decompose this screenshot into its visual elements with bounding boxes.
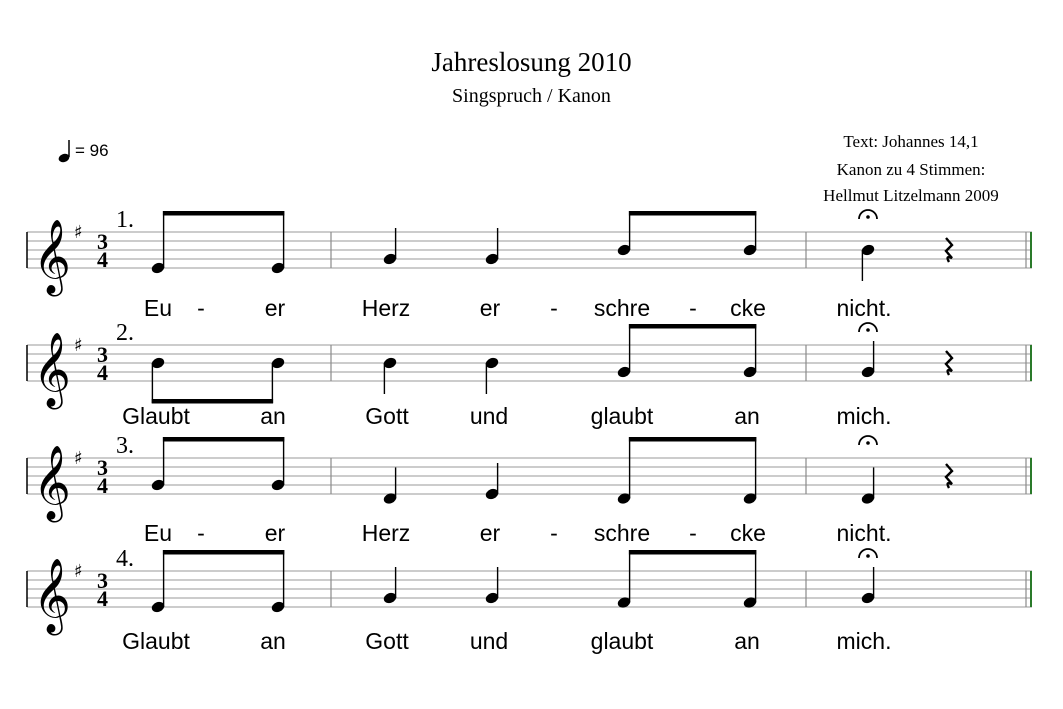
lyric-syllable: Gott (365, 403, 409, 429)
voice-number: 3. (116, 433, 134, 459)
credit-canon-info: Kanon zu 4 Stimmen: (836, 160, 986, 179)
credit-composer: Hellmut Litzelmann 2009 (823, 186, 999, 205)
eighth-beam (163, 550, 284, 555)
lyric-hyphen: - (197, 520, 205, 546)
time-signature-bottom: 4 (97, 586, 108, 611)
lyric-syllable: an (260, 628, 286, 654)
lyric-hyphen: - (550, 520, 558, 546)
voice-number: 1. (116, 207, 134, 233)
tempo-value: = 96 (75, 141, 109, 160)
lyric-syllable: cke (730, 295, 766, 321)
eighth-beam (163, 437, 284, 442)
fermata-dot (866, 328, 870, 332)
sharp-icon: ♯ (74, 222, 83, 243)
time-signature-top: 3 (97, 342, 108, 367)
voice-number: 2. (116, 320, 134, 346)
fermata-dot (866, 554, 870, 558)
time-signature-bottom: 4 (97, 473, 108, 498)
lyric-syllable: glaubt (590, 403, 654, 429)
eighth-beam (629, 437, 756, 442)
time-signature-bottom: 4 (97, 360, 108, 385)
time-signature-top: 3 (97, 568, 108, 593)
fermata-dot (866, 215, 870, 219)
song-subtitle: Singspruch / Kanon (452, 85, 611, 107)
sharp-icon: ♯ (74, 335, 83, 356)
lyric-syllable: nicht. (836, 295, 892, 321)
sharp-icon: ♯ (74, 561, 83, 582)
lyric-syllable: an (260, 403, 286, 429)
lyric-syllable: an (734, 403, 760, 429)
eighth-beam (163, 211, 284, 216)
lyric-syllable: mich. (836, 403, 892, 429)
credit-text-source: Text: Johannes 14,1 (843, 132, 979, 151)
treble-clef-icon: 𝄞 (33, 220, 71, 294)
lyric-syllable: Herz (361, 295, 411, 321)
lyric-hyphen: - (689, 520, 697, 546)
eighth-beam (629, 211, 756, 216)
lyric-syllable: mich. (836, 628, 892, 654)
lyric-syllable: Herz (361, 520, 411, 546)
lyric-syllable: er (264, 295, 286, 321)
lyric-syllable: Glaubt (122, 628, 190, 654)
lyric-hyphen: - (550, 295, 558, 321)
lyric-syllable: nicht. (836, 520, 892, 546)
fermata-dot (866, 441, 870, 445)
lyric-hyphen: - (197, 295, 205, 321)
eighth-beam (629, 550, 756, 555)
treble-clef-icon: 𝄞 (33, 333, 71, 407)
lyric-syllable: an (734, 628, 760, 654)
lyric-hyphen: - (689, 295, 697, 321)
lyric-syllable: cke (730, 520, 766, 546)
lyric-syllable: Glaubt (122, 403, 190, 429)
lyric-syllable: und (469, 403, 509, 429)
lyric-syllable: Eu (143, 295, 173, 321)
lyric-syllable: und (469, 628, 509, 654)
voice-number: 4. (116, 546, 134, 572)
lyric-syllable: schre (593, 295, 651, 321)
song-title: Jahreslosung 2010 (431, 47, 632, 77)
lyric-syllable: Eu (143, 520, 173, 546)
treble-clef-icon: 𝄞 (33, 559, 71, 633)
lyric-syllable: er (479, 520, 501, 546)
eighth-beam (629, 324, 756, 329)
time-signature-top: 3 (97, 455, 108, 480)
lyric-syllable: Gott (365, 628, 409, 654)
time-signature-top: 3 (97, 229, 108, 254)
time-signature-bottom: 4 (97, 247, 108, 272)
sharp-icon: ♯ (74, 448, 83, 469)
lyric-syllable: glaubt (590, 628, 654, 654)
treble-clef-icon: 𝄞 (33, 446, 71, 520)
lyric-syllable: er (264, 520, 286, 546)
lyric-syllable: er (479, 295, 501, 321)
lyric-syllable: schre (593, 520, 651, 546)
